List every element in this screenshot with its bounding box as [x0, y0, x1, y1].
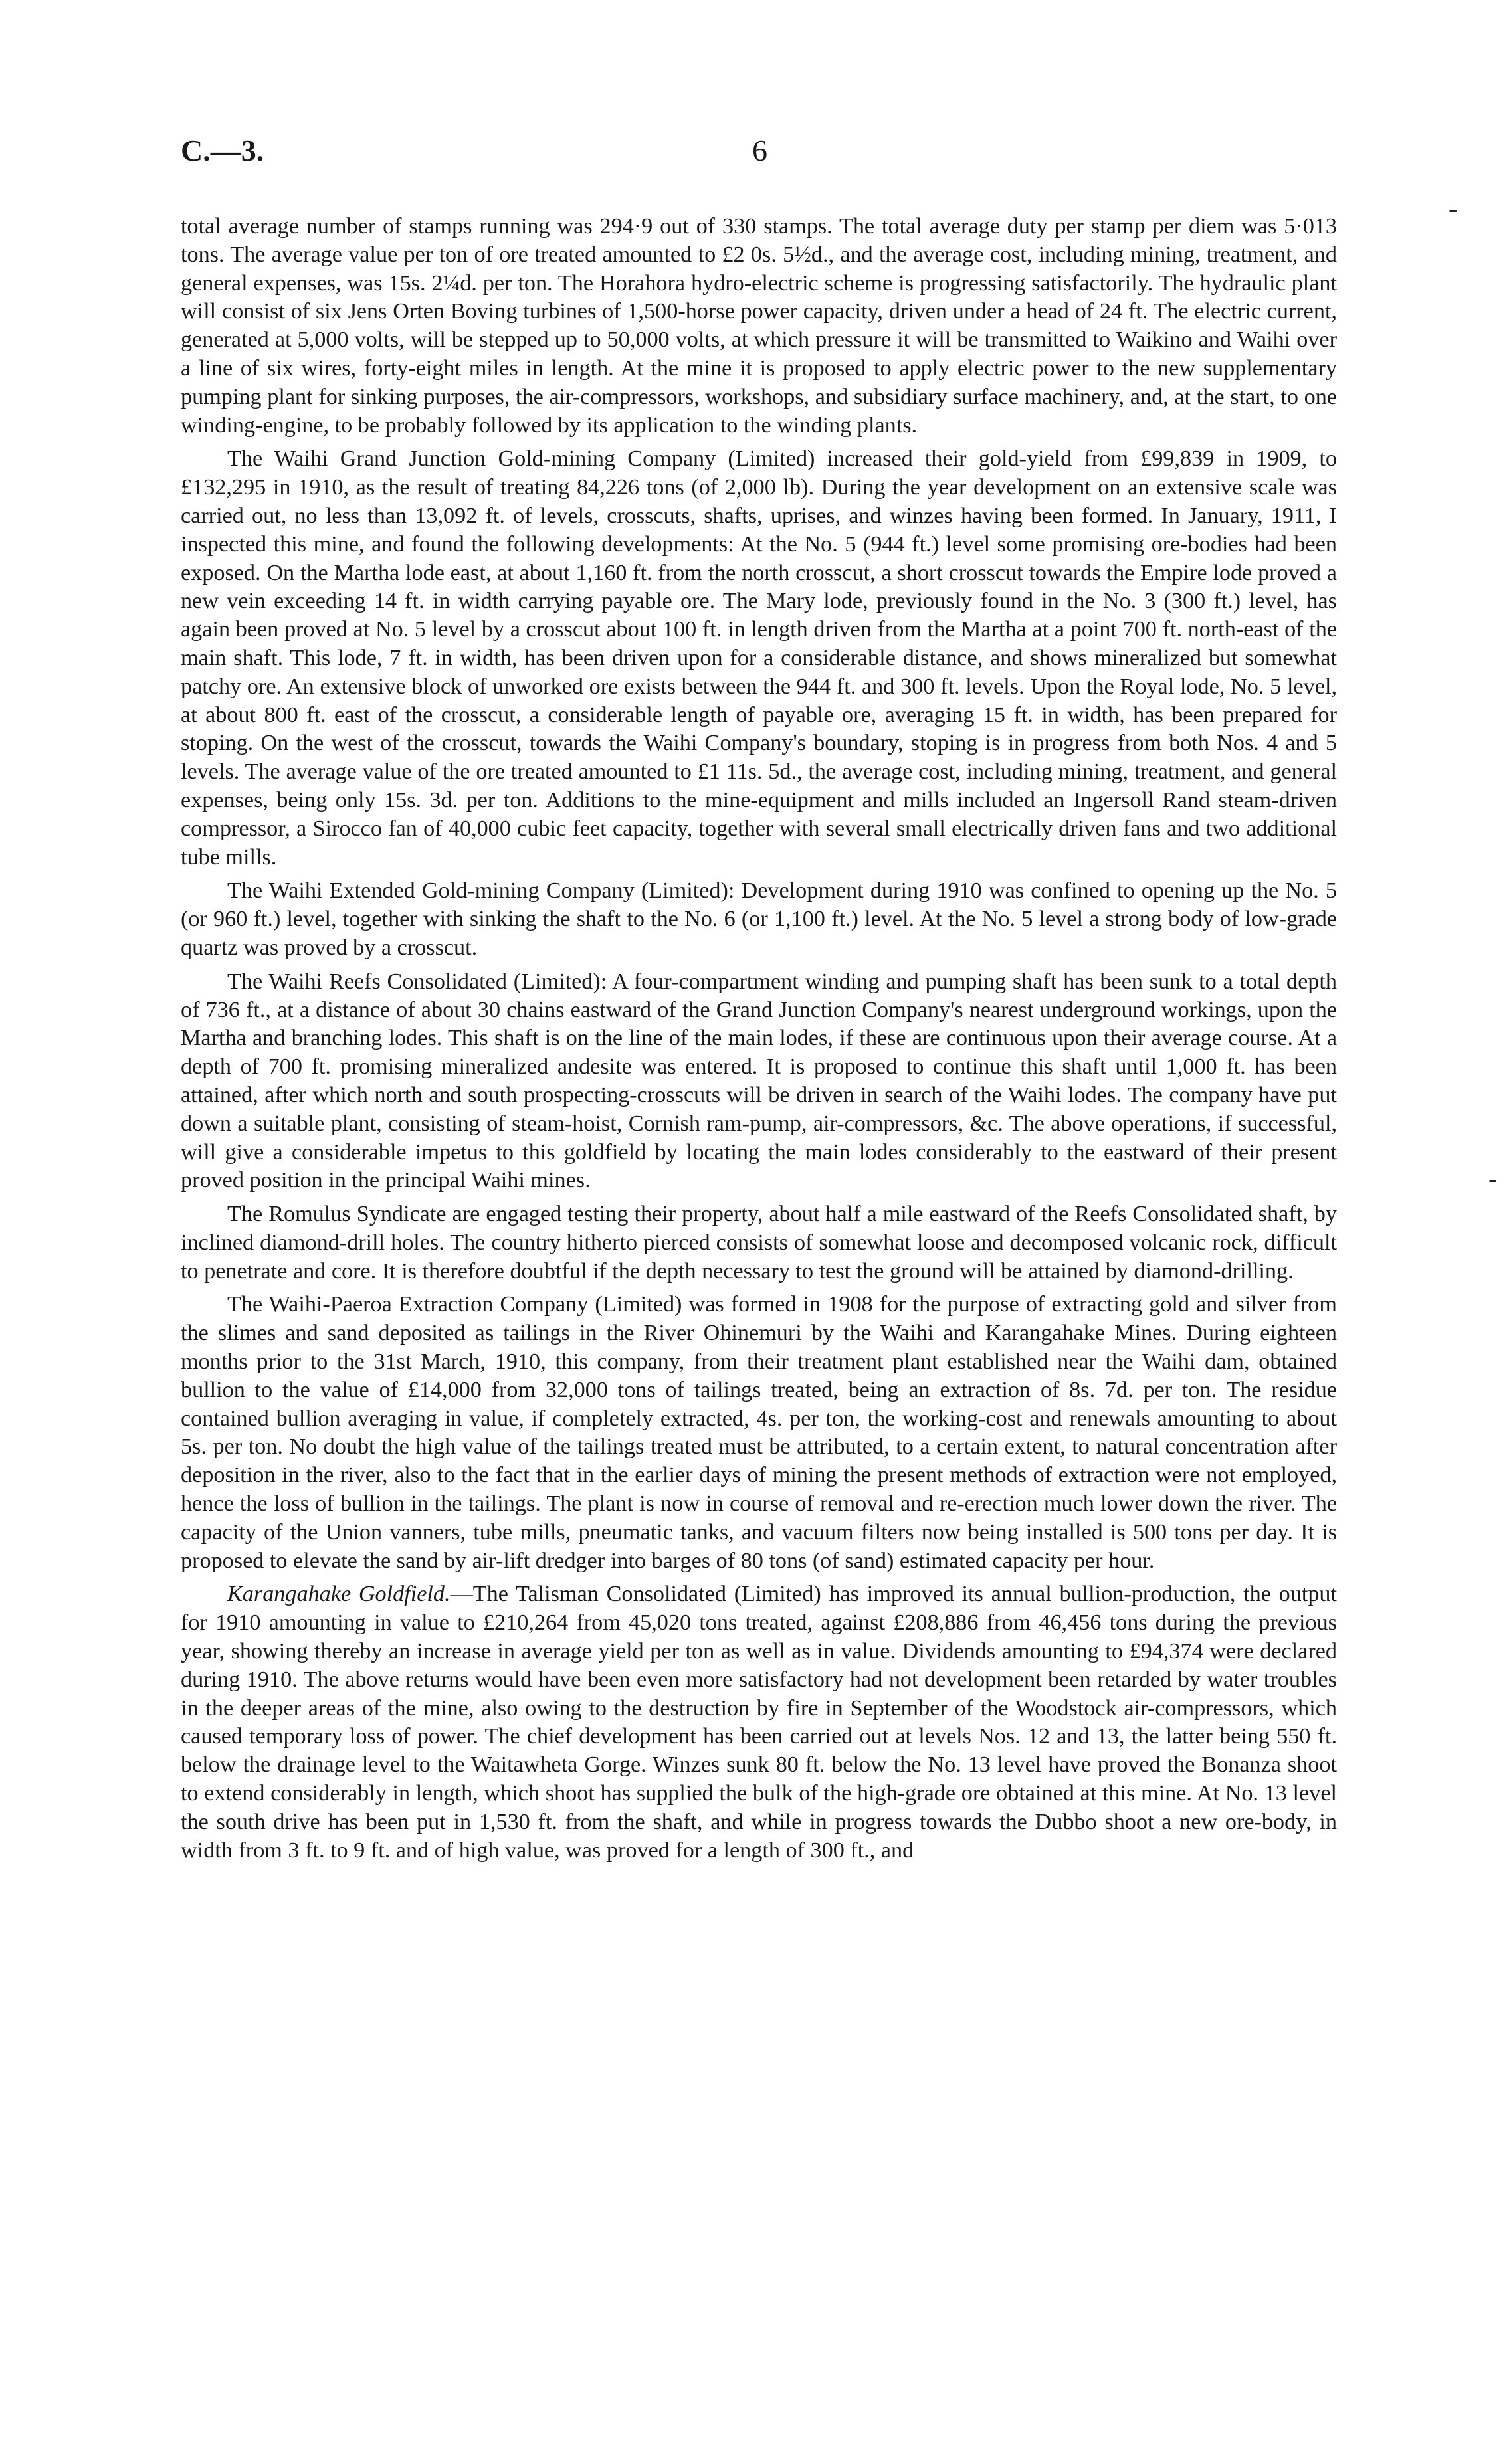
paragraph-romulus-syndicate: The Romulus Syndicate are engaged testing their property, about half a mile eastward of the Reefs Consolidated shaft, by inclined diamond-drill holes. The country hitherto pierced consists of somewhat loose and decomposed volcanic rock, difficult to penetrate and core. It is therefore doubtful if the depth necessary to test the ground will be attained by diamond-drilling.	[181, 1202, 1337, 1283]
page-header	[181, 133, 1337, 179]
section-heading-karangahake: Karangahake Goldfield.	[227, 1582, 451, 1607]
page-number: 6	[752, 134, 767, 167]
paragraph-waihi-extended: The Waihi Extended Gold-mining Company (Limited): Development during 1910 was confined to opening up the No. 5 (or 960 ft.) level, together with sinking the shaft to the No. 6 (or 1,100 ft.) level. At the No. 5 level a strong body of low-grade quartz was proved by a crosscut.	[181, 878, 1337, 960]
margin-mark-top-right: -	[1449, 193, 1458, 223]
paragraph-karangahake	[181, 1580, 1337, 1865]
paragraph-waihi-stamps: total average number of stamps running was 294·9 out of 330 stamps. The total average duty per stamp per diem was 5·013 tons. The average value per ton of ore treated amounted to £2 0s. 5½d., and the average cost, including mining, treatment, and general expenses, was 15s. 2¼d. per ton. The Horahora hydro-electric scheme is progressing satisfactorily. The hydraulic plant will consist of six Jens Orten Boving turbines of 1,500-horse power capacity, driven under a head of 24 ft. The electric current, generated at 5,000 volts, will be stepped up to 50,000 volts, at which pressure it will be transmitted to Waikino and Waihi over a line of six wires, forty-eight miles in length. At the mine it is proposed to apply electric power to the new supplementary pumping plant for sinking purposes, the air-compressors, workshops, and subsidiary surface machinery, and, at the start, to one winding-engine, to be probably followed by its application to the winding plants.	[181, 214, 1337, 438]
body-text	[181, 213, 1337, 1870]
paragraph-karangahake-text: —The Talisman Consolidated (Limited) has improved its annual bullion-production, the output for 1910 amounting in value to £210,264 from 45,020 tons treated, against £208,886 from 46,456 tons during the previous year, showing thereby an increase in average yield per ton as well as in value. Dividends amounting to £94,374 were declared during 1910. The above returns would have been even more satisfactory had not development been retarded by water troubles in the deeper areas of the mine, also owing to the destruction by fire in September of the Woodstock air-compressors, which caused temporary loss of power. The chief development has been carried out at levels Nos. 12 and 13, the latter being 550 ft. below the drainage level to the Waitawheta Gorge. Winzes sunk 80 ft. below the No. 13 level have proved the Bonanza shoot to extend considerably in length, which shoot has supplied the bulk of the high-grade ore obtained at this mine. At No. 13 level the south drive has been put in 1,530 ft. from the shaft, and while in progress towards the Dubbo shoot a new ore-body, in width from 3 ft. to 9 ft. and of high value, was proved for a length of 300 ft., and	[181, 1582, 1338, 1863]
document-reference: C.—3.	[181, 134, 264, 167]
paragraph-waihi-grand-junction: The Waihi Grand Junction Gold-mining Company (Limited) increased their gold-yield from £99,839 in 1909, to £132,295 in 1910, as the result of treating 84,226 tons (of 2,000 lb). During the year development on an extensive scale was carried out, no less than 13,092 ft. of levels, crosscuts, shafts, uprises, and winzes having been formed. In January, 1911, I inspected this mine, and found the following developments: At the No. 5 (944 ft.) level some promising ore-bodies had been exposed. On the Martha lode east, at about 1,160 ft. from the north crosscut, a short crosscut towards the Empire lode proved a new vein exceeding 14 ft. in width carrying payable ore. The Mary lode, previously found in the No. 3 (300 ft.) level, has again been proved at No. 5 level by a crosscut about 100 ft. in length driven from the Martha at a point 700 ft. north-east of the main shaft. This lode, 7 ft. in width, has been driven upon for a considerable distance, and shows mineralized but somewhat patchy ore. An extensive block of unworked ore exists between the 944 ft. and 300 ft. levels. Upon the Royal lode, No. 5 level, at about 800 ft. east of the crosscut, a considerable length of payable ore, averaging 15 ft. in width, has been prepared for stoping. On the west of the crosscut, towards the Waihi Company's boundary, stoping is in progress from both Nos. 4 and 5 levels. The average value of the ore treated amounted to £1 11s. 5d., the average cost, including mining, treatment, and general expenses, being only 15s. 3d. per ton. Additions to the mine-equipment and mills included an Ingersoll Rand steam-driven compressor, a Sirocco fan of 40,000 cubic feet capacity, together with several small electrically driven fans and two additional tube mills.	[181, 446, 1337, 870]
paragraph-waihi-reefs: The Waihi Reefs Consolidated (Limited): A four-compartment winding and pumping shaft has been sunk to a total depth of 736 ft., at a distance of about 30 chains eastward of the Grand Junction Company's nearest underground workings, upon the Martha and branching lodes. This shaft is on the line of the main lodes, if these are continuous upon their average course. At a depth of 700 ft. promising mineralized andesite was entered. It is proposed to continue this shaft until 1,000 ft. has been attained, after which north and south prospecting-crosscuts will be driven in search of the Waihi lodes. The company have put down a suitable plant, consisting of steam-hoist, Cornish ram-pump, air-compressors, &c. The above operations, if successful, will give a considerable impetus to this goldfield by locating the main lodes considerably to the eastward of their present proved position in the principal Waihi mines.	[181, 969, 1337, 1193]
paragraph-waihi-paeroa: The Waihi-Paeroa Extraction Company (Limited) was formed in 1908 for the purpose of extracting gold and silver from the slimes and sand deposited as tailings in the River Ohinemuri by the Waihi and Karangahake Mines. During eighteen months prior to the 31st March, 1910, this company, from their treatment plant established near the Waihi dam, obtained bullion to the value of £14,000 from 32,000 tons of tailings treated, being an extraction of 8s. 7d. per ton. The residue contained bullion averaging in value, if completely extracted, 4s. per ton, the working-cost and renewals amounting to about 5s. per ton. No doubt the high value of the tailings treated must be attributed, to a certain extent, to natural concentration after deposition in the river, also to the fact that in the earlier days of mining the present methods of extraction were not employed, hence the loss of bullion in the tailings. The plant is now in course of removal and re-erection much lower down the river. The capacity of the Union vanners, tube mills, pneumatic tanks, and vacuum filters now being installed is 500 tons per day. It is proposed to elevate the sand by air-lift dredger into barges of 80 tons (of sand) estimated capacity per hour.	[181, 1292, 1337, 1573]
margin-mark-mid-right: -	[1488, 1163, 1498, 1193]
